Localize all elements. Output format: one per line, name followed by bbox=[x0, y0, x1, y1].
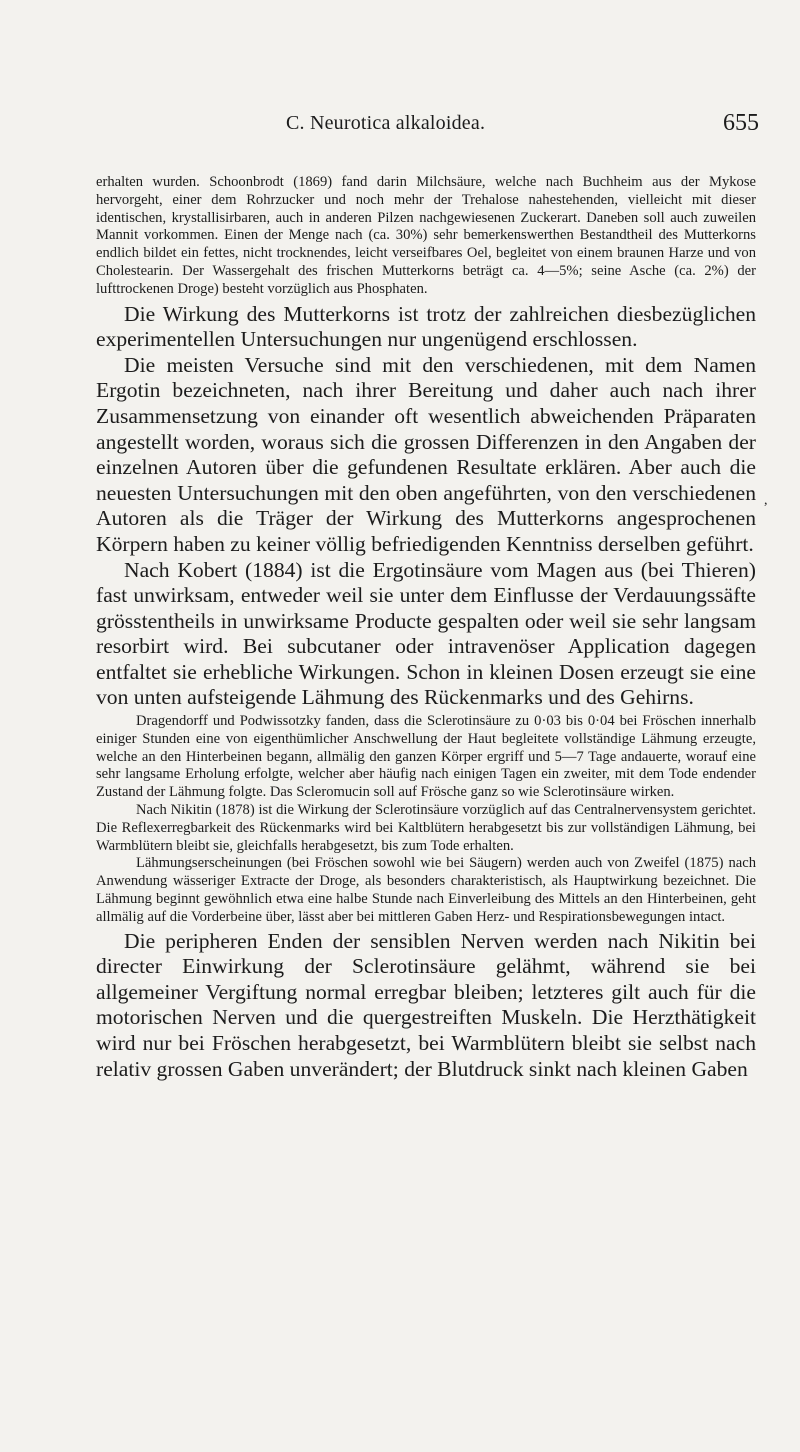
paragraph-3: Die meisten Versuche sind mit den verschiedenen, mit dem Namen Ergotin bezeichneten, nach ihrer Bereitung und daher auch nach ihrer Zusammensetzung von einander oft wesentlich abweichenden Präparaten angestellt worden, woraus sich die grossen Differenzen in den Angaben der einzelnen Autoren über die gefundenen Resultate erklären. Aber auch die neuesten Untersuchungen mit den oben angeführten, von den verschiedenen Autoren als die Träger der Wirkung des Mutterkorns angesprochenen Körpern haben zu keiner völlig befriedigenden Kenntniss derselben geführt. bbox=[96, 352, 756, 556]
paragraph-2: Die Wirkung des Mutterkorns ist trotz der zahlreichen diesbezüglichen experimentellen Untersuchungen nur ungenügend erschlossen. bbox=[96, 301, 756, 352]
running-head bbox=[96, 112, 800, 140]
running-title: C. Neurotica alkaloidea. bbox=[286, 112, 486, 134]
paragraph-5: Dragendorff und Podwissotzky fanden, dass die Sclerotinsäure zu 0·03 bis 0·04 bei Fröschen innerhalb einiger Stunden eine von eigenthümlicher Anschwellung der Haut begleitete vollständige Lähmung erzeugte, welche an den Hinterbeinen begann, allmälig den ganzen Körper ergriff und 5—7 Tage andauerte, worauf eine sehr langsame Erholung erfolgte, welcher aber häufig nach einigen Tagen ein zweiter, mit dem Tode endender Zustand der Lähmung folgte. Das Scleromucin soll auf Frösche ganz so wie Sclerotinsäure wirken. bbox=[96, 713, 756, 801]
paragraph-6: Nach Nikitin (1878) ist die Wirkung der Sclerotinsäure vorzüglich auf das Centralnervensystem gerichtet. Die Reflexerregbarkeit des Rückenmarks wird bei Kaltblütern herabgesetzt bis zur vollständigen Lähmung, bei Warmblütern bleibt sie, gleichfalls herabgesetzt, bis zum Tode erhalten. bbox=[96, 802, 756, 854]
page-number: 655 bbox=[723, 110, 759, 136]
body-text bbox=[96, 174, 756, 1082]
paragraph-4: Nach Kobert (1884) ist die Ergotinsäure vom Magen aus (bei Thieren) fast unwirksam, entweder weil sie unter dem Einflusse der Verdauungssäfte grösstentheils in unwirksame Producte gespalten oder weil sie sehr langsam resorbirt wird. Bei subcutaner oder intravenöser Application dagegen entfaltet sie erhebliche Wirkungen. Schon in kleinen Dosen erzeugt sie eine von unten aufsteigende Lähmung des Rückenmarks und des Gehirns. bbox=[96, 557, 756, 710]
paragraph-8: Die peripheren Enden der sensiblen Nerven werden nach Nikitin bei directer Einwirkung der Sclerotinsäure gelähmt, während sie bei allgemeiner Vergiftung normal erregbar bleiben; letzteres gilt auch für die motorischen Nerven und die quergestreiften Muskeln. Die Herzthätigkeit wird nur bei Fröschen herabgesetzt, bei Warmblütern bleibt sie selbst nach relativ grossen Gaben unverändert; der Blutdruck sinkt nach kleinen Gaben bbox=[96, 928, 756, 1081]
paragraph-7: Lähmungserscheinungen (bei Fröschen sowohl wie bei Säugern) werden auch von Zweifel (1875) nach Anwendung wässeriger Extracte der Droge, als besonders charakteristisch, als Hauptwirkung bezeichnet. Die Lähmung beginnt gewöhnlich etwa eine halbe Stunde nach Einverleibung des Mittels an den Hinterbeinen, geht allmälig auf die Vorderbeine über, lässt aber bei mittleren Gaben Herz- und Respirationsbewegungen intact. bbox=[96, 855, 756, 925]
paragraph-1: erhalten wurden. Schoonbrodt (1869) fand darin Milchsäure, welche nach Buchheim aus der Mykose hervorgeht, einer dem Rohrzucker und noch mehr der Trehalose nahestehenden, vielleicht mit dieser identischen, krystallisirbaren, auch in anderen Pilzen nachgewiesenen Zuckerart. Daneben soll auch zuweilen Mannit vorkommen. Einen der Menge nach (ca. 30%) sehr bemerkenswerthen Bestandtheil des Mutterkorns endlich bildet ein fettes, nicht trocknendes, leicht verseifbares Oel, begleitet von einem braunen Harze und von Cholestearin. Der Wassergehalt des frischen Mutterkorns beträgt ca. 4—5%; seine Asche (ca. 2%) der lufttrockenen Droge) besteht vorzüglich aus Phosphaten. bbox=[96, 174, 756, 297]
margin-mark: , bbox=[764, 493, 768, 508]
